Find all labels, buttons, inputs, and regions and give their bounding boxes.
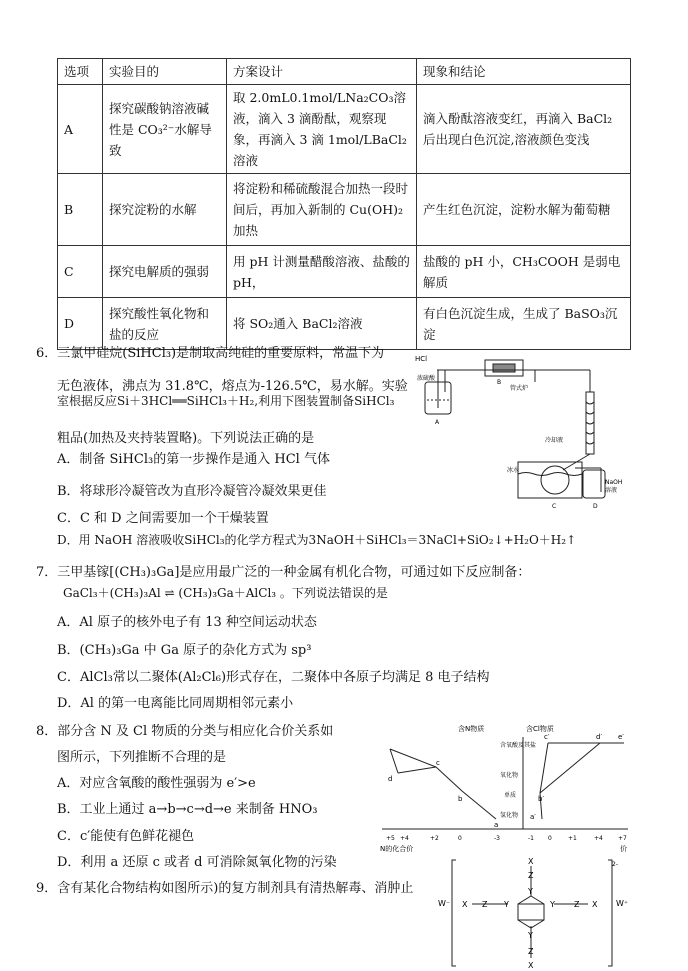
q6-option-a: A．制备 SiHCl₃的第一步操作是通入 HCl 气体	[57, 452, 330, 467]
design-cell: 用 pH 计测量醋酸溶液、盐酸的 pH，	[227, 246, 417, 298]
cl-tick: +7	[618, 835, 627, 842]
atom-x: X	[528, 857, 534, 866]
label-naoh: NaOH	[605, 479, 623, 486]
table-row	[58, 85, 631, 174]
q6-option-d: D．用 NaOH 溶液吸收SiHCl₃的化学方程式为3NaOH＋SiHCl₃＝3NaCl+SiO₂↓+H₂O＋H₂↑	[57, 533, 577, 547]
n-tick: -3	[494, 835, 500, 842]
purpose-cell: 探究电解质的强弱	[103, 246, 227, 298]
q8-option-d: D．利用 a 还原 c 或者 d 可消除氮氧化物的污染	[57, 855, 337, 870]
table-row	[58, 246, 631, 298]
q9-stem-line1: 9．含有某化合物结构如图所示)的复方制剂具有清热解毒、消肿止	[36, 881, 414, 896]
category-label: 氢化物	[500, 812, 519, 819]
n-tick: +5	[386, 835, 395, 842]
atom-z: Z	[574, 900, 580, 909]
n-tick: +4	[400, 835, 409, 842]
cl-tick: +1	[568, 835, 577, 842]
point-label: b	[458, 795, 463, 803]
atom-z: Z	[528, 947, 534, 956]
result-cell: 盐酸的 pH 小，CH₃COOH 是弱电解质	[417, 246, 631, 298]
point-label: a	[494, 821, 499, 829]
charge-label: 2-	[612, 861, 618, 868]
label-d: D	[593, 503, 598, 510]
q6-stem-line3: 室根据反应Si＋3HCl══SiHCl₃＋H₂,利用下图装置制备SiHCl₃	[57, 394, 395, 408]
label-c: C	[552, 503, 557, 510]
point-label: c′	[544, 733, 550, 741]
table-row	[58, 298, 631, 350]
purpose-cell: 探究淀粉的水解	[103, 174, 227, 246]
design-cell: 将 SO₂通入 BaCl₂溶液	[227, 298, 417, 350]
n-series-label: 含N物质	[458, 725, 485, 733]
q6-stem-line2: 无色液体，沸点为 31.8℃，熔点为-126.5℃，易水解。实验	[57, 379, 408, 394]
atom-x: X	[528, 961, 534, 970]
design-cell: 将淀粉和稀硫酸混合加热一段时间后，再加入新制的 Cu(OH)₂加热	[227, 174, 417, 246]
header-cell: 实验目的	[103, 59, 227, 85]
point-label: a′	[530, 813, 536, 821]
category-label: 单质	[504, 792, 517, 799]
label-acid: 浓硫酸	[417, 375, 436, 382]
q6-option-b: B．将球形冷凝管改为直形冷凝管冷凝效果更佳	[57, 484, 327, 499]
atom-y: Y	[528, 887, 533, 896]
atom-z: Z	[482, 900, 488, 909]
q8-option-c: C．c′能使有色鲜花褪色	[57, 829, 195, 844]
n-axis-label: N的化合价	[380, 845, 414, 853]
header-cell: 现象和结论	[417, 59, 631, 85]
label-a: A	[435, 419, 440, 426]
category-label: 氧化物	[500, 772, 519, 779]
option-cell: A	[58, 85, 103, 174]
q6-stem-line1: 6．三氯甲硅烷(SiHCl₃)是制取高纯硅的重要原料，常温下为	[36, 346, 385, 361]
apparatus-figure	[415, 352, 625, 517]
result-cell: 滴入酚酞溶液变红，再滴入 BaCl₂后出现白色沉淀,溶液颜色变浅	[417, 85, 631, 174]
option-cell: B	[58, 174, 103, 246]
q6-stem-line4: 粗品(加热及夹持装置略)。下列说法正确的是	[57, 431, 315, 446]
q7-option-d: D．Al 的第一电离能比同周期相邻元素小	[57, 696, 294, 711]
header-cell: 选项	[58, 59, 103, 85]
q7-stem-line2: GaCl₃＋(CH₃)₃Al ⇌ (CH₃)₃Ga＋AlCl₃ 。下列说法错误的是	[63, 586, 388, 600]
w-cation-label: W⁺	[616, 899, 629, 908]
atom-x: X	[592, 900, 598, 909]
label-tube: 管式炉	[510, 385, 529, 392]
table-row	[58, 174, 631, 246]
q8-option-b: B．工业上通过 a→b→c→d→e 来制备 HNO₃	[57, 802, 318, 817]
label-b: B	[497, 379, 502, 386]
cl-tick: 0	[548, 835, 552, 842]
atom-y: Y	[550, 900, 555, 909]
point-label: d	[388, 775, 393, 783]
point-label: d′	[596, 733, 603, 741]
q8-stem-line1: 8．部分含 N 及 Cl 物质的分类与相应化合价关系如	[36, 724, 334, 739]
atom-z: Z	[528, 871, 534, 880]
q7-stem-line1: 7．三甲基镓[(CH₃)₃Ga]是应用最广泛的一种金属有机化合物，可通过如下反应制备：	[36, 565, 531, 580]
option-cell: C	[58, 246, 103, 298]
purpose-cell: 探究碳酸钠溶液碱性是 CO₃²⁻水解导致	[103, 85, 227, 174]
q7-option-a: A．Al 原子的核外电子有 13 种空间运动状态	[57, 615, 317, 630]
compound-structure	[438, 856, 630, 970]
q8-option-a: A．对应含氧酸的酸性强弱为 e′>e	[57, 776, 256, 791]
valence-diagram	[378, 721, 630, 856]
atom-x: X	[462, 900, 468, 909]
result-cell: 有白色沉淀生成，生成了 BaSO₃沉淀	[417, 298, 631, 350]
w-anion-label: W⁻	[438, 899, 451, 908]
n-tick: +2	[430, 835, 439, 842]
label-hcl: HCl	[415, 355, 428, 363]
q6-option-c: C．C 和 D 之间需要加一个干燥装置	[57, 511, 269, 526]
cl-tick: -1	[528, 835, 534, 842]
category-label: 含氧酸及其盐	[500, 742, 537, 749]
experiment-table	[57, 58, 631, 350]
q7-option-b: B．(CH₃)₃Ga 中 Ga 原子的杂化方式为 sp³	[57, 643, 312, 658]
option-cell: D	[58, 298, 103, 350]
purpose-cell: 探究酸性氧化物和盐的反应	[103, 298, 227, 350]
label-sol: 溶液	[605, 487, 618, 494]
point-label: e′	[618, 733, 624, 741]
label-ice: 冰水	[507, 467, 520, 474]
cl-series-label: 含Cl物质	[526, 725, 554, 733]
header-cell: 方案设计	[227, 59, 417, 85]
point-label: c	[436, 759, 440, 767]
atom-y: Y	[528, 931, 533, 940]
result-cell: 产生红色沉淀，淀粉水解为葡萄糖	[417, 174, 631, 246]
label-condenser: 冷却液	[545, 437, 564, 444]
q8-stem-line2: 图所示，下列推断不合理的是	[57, 750, 227, 765]
cl-tick: +4	[594, 835, 603, 842]
q7-option-c: C．AlCl₃常以二聚体(Al₂Cl₆)形式存在，二聚体中各原子均满足 8 电子结构	[57, 670, 490, 685]
point-label: b′	[538, 795, 545, 803]
atom-y: Y	[504, 900, 509, 909]
design-cell: 取 2.0mL0.1mol/LNa₂CO₃溶液，滴入 3 滴酚酞，观察现象，再滴入 3 滴 1mol/LBaCl₂溶液	[227, 85, 417, 174]
table-header-row	[58, 59, 631, 85]
cl-axis-label: 价	[620, 845, 627, 853]
n-tick: 0	[458, 835, 462, 842]
